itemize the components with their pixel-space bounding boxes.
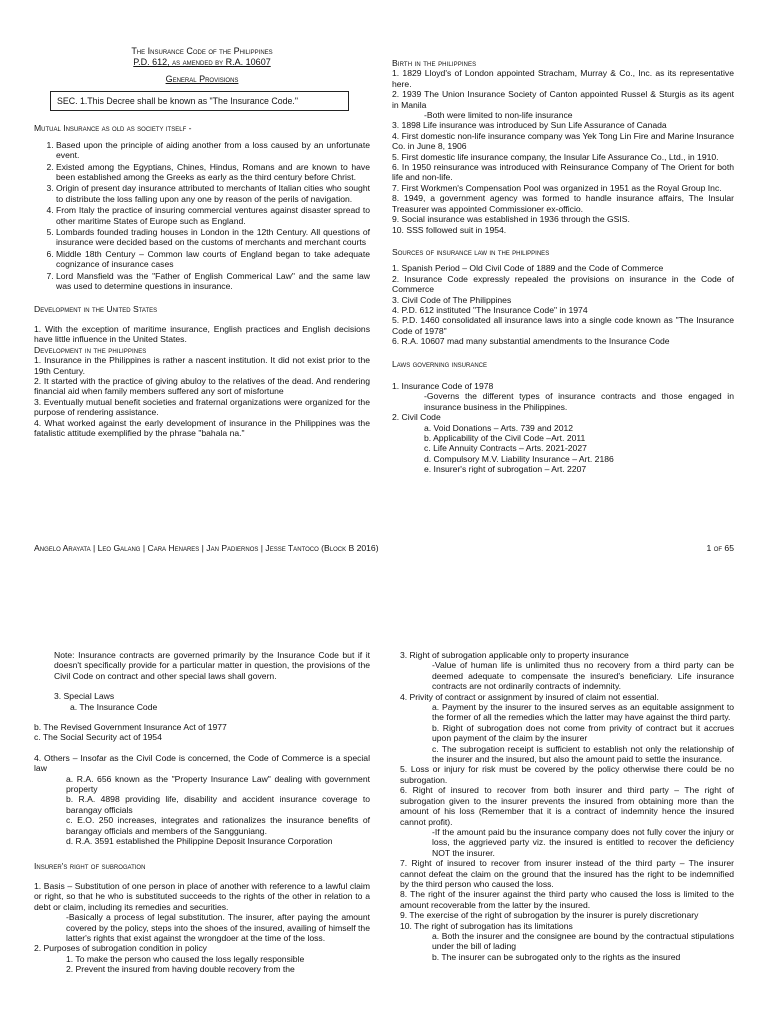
right-column-2	[400, 650, 734, 962]
doc-subtitle: P.D. 612, as amended by R.A. 10607	[133, 57, 271, 67]
page-number: 1 of 65	[706, 543, 734, 553]
list-item: 1. Based upon the principle of aiding another from a loss caused by an unfortunate event.	[56, 140, 370, 161]
subrogation-rules-list	[400, 650, 734, 962]
section-1-box: SEC. 1.This Decree shall be known as "The Insurance Code."	[50, 91, 349, 111]
special-laws-a: a. The Insurance Code	[70, 701, 158, 712]
list-item: c. The subrogation receipt is sufficient to establish not only the relationship of the insurer and the insured, but also the amount paid to settle the insurance.	[432, 743, 734, 765]
list-item: 4. From Italy the practice of insuring commercial ventures against disaster spread to other maritime States of Europe such as England.	[56, 205, 370, 226]
list-item: 6. Right of insured to recover from both insurer and third party – The right of subrogation given to the insurer prevents the insured from obtaining more than the amount of his loss (Remember that it is a contract of indemnity hence the insured cannot profit).	[400, 785, 734, 827]
sources-heading: Sources of insurance law in the philippines	[392, 246, 550, 257]
list-item: a. Both the insurer and the consignee are bound by the contractual stipulations under the bill of lading	[432, 930, 734, 952]
list-item: b. The insurer can be subrogated only to the rights as the insured	[432, 951, 681, 962]
list-item: 10. The right of subrogation has its limitations	[400, 920, 573, 931]
general-provisions-heading: General Provisions	[165, 74, 239, 84]
list-item: 10. SSS followed suit in 1954.	[392, 224, 507, 235]
list-item: 5. Lombards founded trading houses in London in the 12th Century. All questions of insurance were decided based on the customs of merchants and merchant courts	[56, 227, 370, 248]
list-item: 3. 1898 Life insurance was introduced by Sun Life Assurance of Canada	[392, 120, 667, 131]
others-list	[34, 774, 370, 847]
list-item: e. Insurer's right of subrogation – Art. 2207	[424, 464, 587, 475]
others-text: 4. Others – Insofar as the Civil Code is concerned, the Code of Commerce is a special law	[34, 752, 370, 774]
list-item: c. Life Annuity Contracts – Arts. 2021-2027	[424, 443, 587, 454]
laws-heading: Laws governing insurance	[392, 358, 488, 369]
list-item: 2. 1939 The Union Insurance Society of Canton appointed Russel & Sturgis as its agent in Manila	[392, 89, 734, 110]
list-item: -Value of human life is unlimited thus no recovery from a third party can be deemed adequate to compensate the insured's beneficiary. Life insurance contracts are not ordinarily contracts of indemnity.	[432, 660, 734, 692]
list-item: 8. The right of the insurer against the third party who caused the loss is limited to the amount recoverable from the latter by the insured.	[400, 889, 734, 910]
purposes-text: 2. Purposes of subrogation condition in policy	[34, 943, 207, 954]
list-item: 3. Eventually mutual benefit societies and fraternal organizations were organized for the purpose of rendering assistance.	[34, 396, 370, 418]
sources-list	[392, 263, 734, 346]
list-item: d. Compulsory M.V. Liability Insurance – Art. 2186	[424, 453, 614, 464]
dev-ph-list	[34, 355, 370, 438]
list-item: 1. 1829 Lloyd's of London appointed Stracham, Murray & Co., Inc. as its representative here.	[392, 68, 734, 89]
laws-list	[392, 381, 734, 475]
list-item: a. Void Donations – Arts. 739 and 2012	[424, 422, 574, 433]
list-item: 4. What worked against the early development of insurance in the Philippines was the fatalistic attitude exemplified by the phrase "bahala na."	[34, 417, 370, 438]
page-footer	[34, 543, 734, 553]
list-item: 5. P.D. 1460 consolidated all insurance laws into a single code known as "The Insurance Code of 1978"	[392, 315, 734, 336]
right-column	[392, 58, 734, 475]
list-item: -Both were limited to non-life insurance	[424, 110, 573, 121]
list-item: 7. Right of insured to recover from insurer instead of the third party – The insurer cannot defeat the claim on the ground that the insured has the right to be indemnified by the third person who caused the loss.	[400, 858, 734, 889]
list-item: 1. Spanish Period – Old Civil Code of 1889 and the Code of Commerce	[392, 263, 664, 274]
list-item: 4. First domestic non-life insurance company was Yek Tong Lin Fire and Marine Insurance Co. in June 8, 1906	[392, 130, 734, 152]
list-item: b. R.A. 4898 providing life, disability and accident insurance coverage to barangay officials	[66, 794, 370, 815]
list-item: 7. Lord Mansfield was the "Father of English Commerical Law" and the same law was used to determine questions in insurance.	[56, 271, 370, 292]
list-item: 9. The exercise of the right of subrogation by the insurer is purely discretionary	[400, 910, 699, 921]
basis-sub-text: -Basically a process of legal substitution. The insurer, after paying the amount covered by the policy, steps into the shoes of the insured, availing of himself the latter's rights that exist against the wrongdoer at the time of the loss.	[66, 912, 370, 943]
purposes-2: 2. Prevent the insured from having double recovery from the	[66, 964, 295, 975]
note-text: Note: Insurance contracts are governed primarily by the Insurance Code but if it doesn't specifically provide for a particular matter in question, the provisions of the Civil Code on contract and other special laws shall govern.	[54, 650, 370, 681]
list-item: 1. Insurance Code of 1978	[392, 380, 494, 391]
birth-list	[392, 68, 734, 235]
list-item: 4. P.D. 612 instituted "The Insurance Code" in 1974	[392, 304, 588, 315]
list-item: 6. Middle 18th Century – Common law courts of England began to take adequate cognizance of insurance cases	[56, 249, 370, 270]
list-item: 5. Loss or injury for risk must be covered by the policy otherwise there could be no subrogation.	[400, 764, 734, 785]
list-item: 3. Right of subrogation applicable only to property insurance	[400, 650, 629, 660]
list-item: a. R.A. 656 known as the "Property Insurance Law" dealing with government property	[66, 773, 370, 795]
subrogation-heading: Insurer's right of subrogation	[34, 860, 146, 871]
list-item: 9. Social insurance was established in 1936 through the GSIS.	[392, 214, 630, 225]
basis-text: 1. Basis – Substitution of one person in place of another with reference to a lawful claim or right, so that he who is substituted succeeds to the rights of the other in relation to a debt or claim, including its remedies and securities.	[34, 880, 370, 912]
list-item: a. Payment by the insurer to the insured serves as an equitable assignment to the former of all the remedies which the latter may have against the third party.	[432, 702, 734, 723]
purposes-1: 1. To make the person who caused the loss legally responsible	[66, 953, 305, 964]
birth-heading: Birth in the philippines	[392, 58, 477, 68]
footer-authors: Angelo Arayata | Leo Galang | Cara Henares | Jan Padiernos | Jesse Tantoco (Block B 2016)	[34, 543, 379, 553]
list-item: 6. R.A. 10607 mad many substantial amendments to the Insurance Code	[392, 336, 670, 347]
list-item: 8. 1949, a government agency was formed to handle insurance affairs, The Insular Treasurer was appointed Commissioner ex-officio.	[392, 193, 734, 214]
list-item: 7. First Workmen's Compensation Pool was organized in 1951 as the Royal Group Inc.	[392, 182, 722, 193]
doc-title: The Insurance Code of the Philippines	[131, 46, 273, 56]
dev-us-text: 1. With the exception of maritime insurance, English practices and English decisions have little influence in the United States.	[34, 323, 370, 345]
special-laws: 3. Special Laws	[54, 691, 115, 702]
list-item: 3. Origin of present day insurance attributed to merchants of Italian cities who sought to distribute the loss falling upon any one by reason of the perils of navigation.	[56, 183, 370, 204]
list-item: b. Right of subrogation does not come from privity of contract but it accrues upon payment of the claim by the insurer	[432, 722, 734, 744]
list-item: b. Applicability of the Civil Code –Art. 2011	[424, 433, 586, 443]
list-item: 1. Insurance in the Philippines is rather a nascent institution. It did not exist prior to the 19th Century.	[34, 355, 370, 376]
list-item: 5. First domestic life insurance company, the Insular Life Assurance Co., Ltd., in 1910.	[392, 151, 719, 162]
list-item: -Governs the different types of insurance contracts and those engaged in insurance business in the Philippines.	[424, 391, 734, 412]
left-column-2	[34, 650, 370, 975]
list-item: 4. Privity of contract or assignment by insured of claim not essential.	[400, 691, 659, 702]
mutual-insurance-heading: Mutual Insurance as old as society itself -	[34, 123, 192, 134]
list-item: 3. Civil Code of The Philippines	[392, 294, 512, 305]
special-laws-c: c. The Social Security act of 1954	[34, 732, 162, 743]
dev-ph-heading: Development in the philippines	[34, 344, 147, 355]
list-item: -If the amount paid bu the insurance company does not fully cover the injury or loss, the aggrieved party viz. the insured is entitled to recover the deficiency NOT the insurer.	[432, 826, 734, 858]
mutual-insurance-list	[34, 140, 370, 292]
list-item: 2. Civil Code	[392, 412, 441, 423]
list-item: d. R.A. 3591 established the Philippine Deposit Insurance Corporation	[66, 836, 333, 847]
list-item: 2. Existed among the Egyptians, Chines, Hindus, Romans and are known to have been established among the Greeks as early as the third century before Christ.	[56, 162, 370, 183]
list-item: c. E.O. 250 increases, integrates and rationalizes the insurance benefits of barangay officials and members of the Sangguniang.	[66, 815, 370, 836]
special-laws-b: b. The Revised Government Insurance Act of 1977	[34, 722, 227, 733]
dev-us-heading: Development in the United States	[34, 303, 158, 314]
list-item: 2. It started with the practice of giving abuloy to the relatives of the dead. And rendering financial aid when family members suffered any sort of misfortune	[34, 375, 370, 397]
list-item: 2. Insurance Code expressly repealed the provisions on insurance in the Code of Commerce	[392, 273, 734, 295]
page-2	[0, 640, 768, 1024]
left-column	[34, 46, 370, 438]
list-item: 6. In 1950 reinsurance was introduced with Reinsurance Company of The Orient for both life and non-life.	[392, 162, 734, 183]
